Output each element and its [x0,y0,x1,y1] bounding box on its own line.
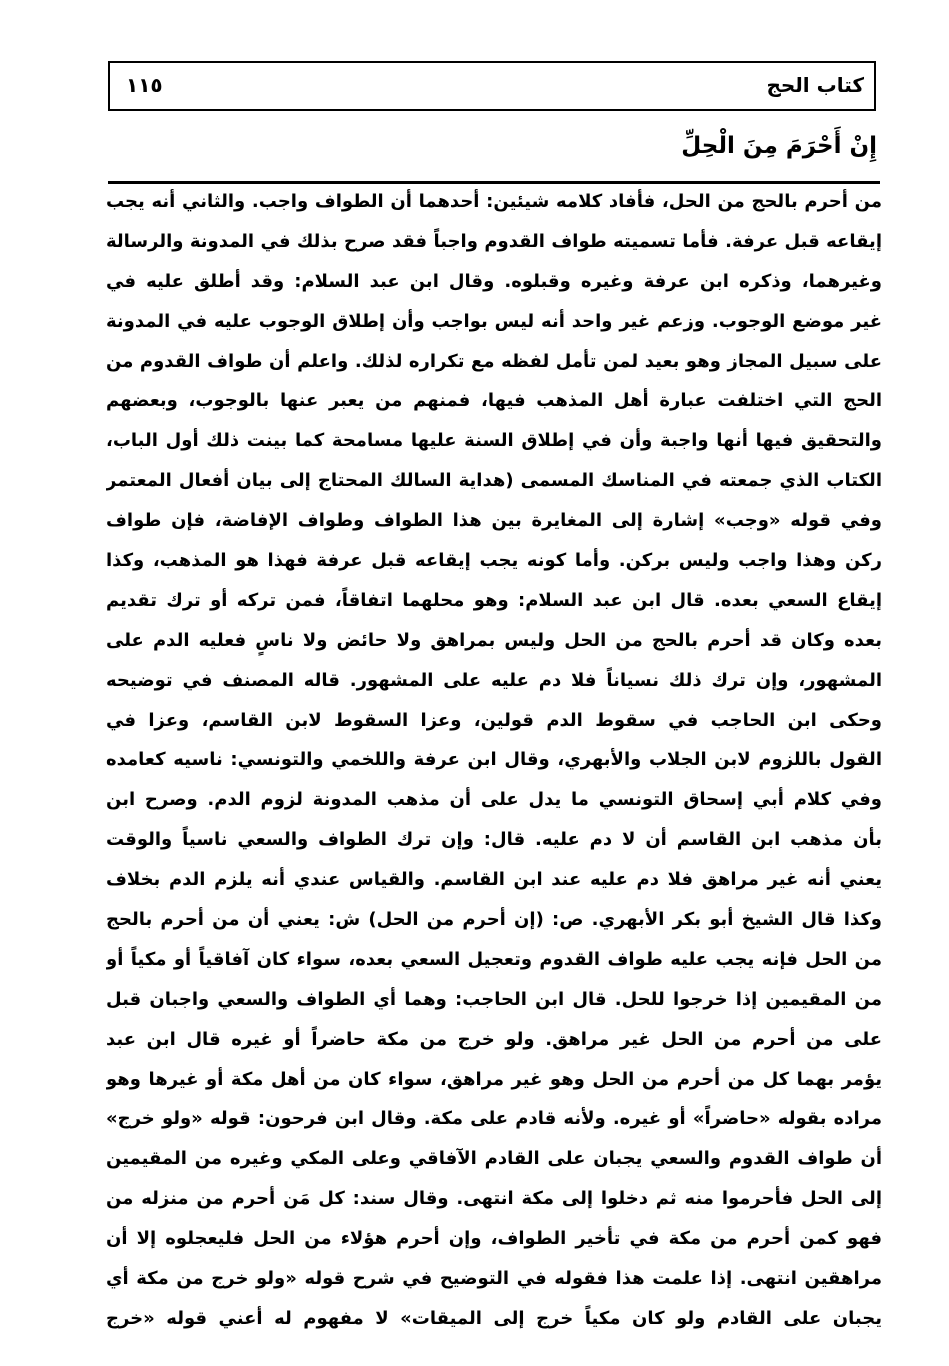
text-line: ركن وهذا واجب وليس بركن. وأما كونه يجب إيقاعه قبل عرفة فهذا هو المذهب، وكذا [106,550,882,572]
text-line: يجبان على القادم ولو كان مكياً خرج إلى الميقات» لا مفهوم له أعني قوله «خرج [106,1307,882,1329]
text-line: من الحل فإنه يجب عليه طواف القدوم وتعجيل السعي بعده، سواء كان آفاقياً أو مكياً أو [106,948,882,970]
text-line: الكتاب الذي جمعته في المناسك المسمى (هداية السالك المحتاج إلى بيان أفعال المعتمر [106,470,882,492]
text-line: وغيرهما، وذكره ابن عرفة وغيره وقبلوه. وقال ابن عبد السلام: وقد أطلق عليه في [106,270,882,292]
page-number: ١١٥ [126,73,163,97]
running-header [108,61,876,111]
text-line: المشهور، وإن ترك ذلك نسياناً فلا دم عليه على المشهور. قاله المصنف في توضيحه [106,669,882,691]
section-title: إِنْ أَحْرَمَ مِنَ الْحِلِّ [681,133,877,159]
text-line: والتحقيق فيها أنها واجبة وأن في إطلاق السنة عليها مسامحة كما بينت ذلك أول الباب، [106,430,882,452]
text-line: يؤمر بهما كل من أحرم من الحل وهو غير مراهق، سواء كان من أهل مكة أو غيرها وهو [106,1068,882,1090]
text-line: وفي كلام أبي إسحاق التونسي ما يدل على أن مذهب المدونة لزوم الدم. وصرح ابن [106,789,882,811]
text-line: إلى الحل فأحرموا منه ثم دخلوا إلى مكة انتهى. وقال سند: كل مَن أحرم من منزله من [106,1188,882,1210]
text-line: مراهقين انتهى. إذا علمت هذا فقوله في التوضيح في شرح قوله «ولو خرج من مكة أي [106,1268,882,1290]
book-title: كتاب الحج [766,73,864,97]
text-line: القول باللزوم لابن الجلاب والأبهري، وقال ابن عرفة واللخمي والتونسي: ناسيه كعامده [106,749,882,771]
text-line: مراده بقوله «حاضراً» أو غيره. ولأنه قادم على مكة. وقال ابن فرحون: قوله «ولو خرج» [106,1108,882,1130]
text-line: فهو كمن أحرم من مكة في تأخير الطواف، وإن أحرم هؤلاء من الحل فليعجلوه إلا أن [106,1228,882,1250]
text-line: الحج التي اختلفت عبارة أهل المذهب فيها، فمنهم من يعبر عنها بالوجوب، وبعضهم [106,390,882,412]
text-line: بأن مذهب ابن القاسم أن لا دم عليه. قال: وإن ترك الطواف والسعي ناسياً والوقت [106,829,882,851]
text-line: بعده وكان قد أحرم بالحج من الحل وليس بمراهق ولا حائض ولا ناسٍ فعليه الدم على [106,629,882,651]
text-line: يعني أنه غير مراهق فلا دم عليه عند ابن القاسم. والقياس عندي أنه يلزم الدم بخلاف [106,869,882,891]
text-line: من المقيمين إذا خرجوا للحل. قال ابن الحاجب: وهما أي الطواف والسعي واجبان قبل [106,988,882,1010]
text-line: وكذا قال الشيخ أبو بكر الأبهري. ص: (إن أحرم من الحل) ش: يعني أن من أحرم بالحج [106,909,882,931]
text-line: إيقاعه قبل عرفة. فأما تسميته طواف القدوم واجباً فقد صرح بذلك في المدونة والرسالة [106,230,882,252]
text-line: أن طواف القدوم والسعي يجبان على القادم الآفاقي وعلى المكي وغيره من المقيمين [106,1148,882,1170]
text-line: غير موضع الوجوب. وزعم غير واحد أنه ليس بواجب وأن إطلاق الوجوب عليه في المدونة [106,310,882,332]
body-text [106,182,882,1339]
text-line: وحكى ابن الحاجب في سقوط الدم قولين، وعزا السقوط لابن القاسم، وعزا في [106,709,882,731]
text-line: على من أحرم من الحل غير مراهق. ولو خرج من مكة حاضراً أو غيره قال ابن عبد [106,1028,882,1050]
text-line: إيقاع السعي بعده. قال ابن عبد السلام: وهو محلهما اتفاقاً، فمن تركه أو ترك تقديم [106,589,882,611]
text-line: على سبيل المجاز وهو بعيد لمن تأمل لفظه مع تكراره لذلك. واعلم أن طواف القدوم من [106,350,882,372]
text-line: من أحرم بالحج من الحل، فأفاد كلامه شيئين: أحدهما أن الطواف واجب. والثاني أنه يجب [106,191,882,212]
text-line: وفي قوله «وجب» إشارة إلى المغايرة بين هذا الطواف وطواف الإفاضة، فإن طواف [106,510,882,532]
